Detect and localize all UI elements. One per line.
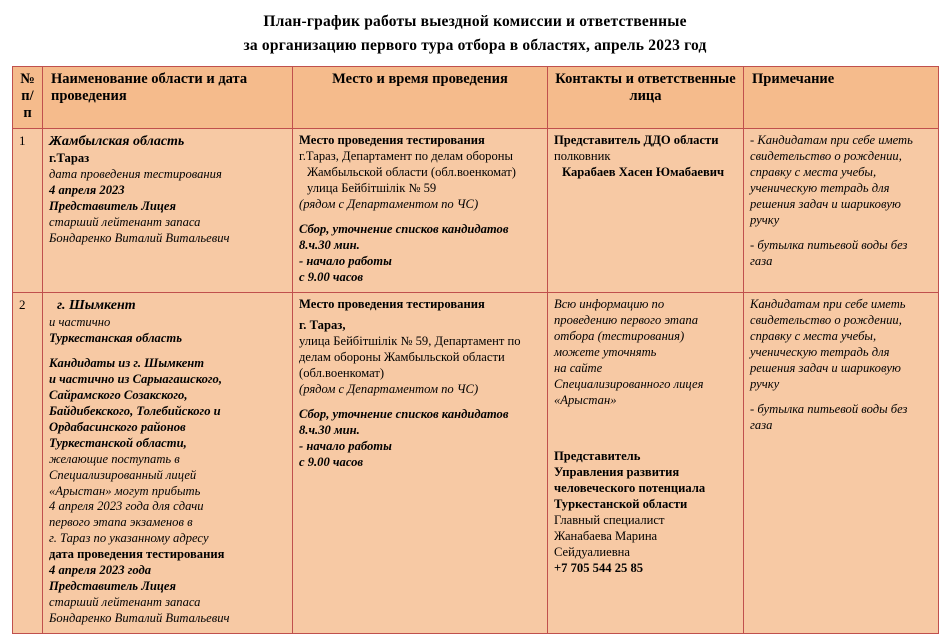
row-2-region-line-10: желающие поступать в	[49, 451, 180, 466]
header-cell-name: Наименование области и дата проведения	[43, 67, 293, 129]
row-2-contacts-org-line-2: человеческого потенциала	[554, 480, 706, 495]
row-2-contacts-fio-line-2: Сейдуалиевна	[554, 544, 631, 559]
row-1-note-line-3: справку с места учебы,	[750, 165, 877, 179]
row-2-place-city: г. Тараз,	[299, 317, 346, 332]
table-row	[13, 292, 939, 633]
header-row	[13, 67, 939, 129]
row-2-contacts-org-line-3: Туркестанской области	[554, 496, 688, 511]
row-1-note-line-8: газа	[750, 253, 773, 268]
row-2-place-line-5: (обл.военкомат)	[299, 365, 385, 380]
row-2-place-start-time: с 9.00 часов	[299, 454, 364, 469]
row-2-contacts-rep-label: Представитель	[554, 448, 641, 463]
row-1-note-line-2: свидетельство о рождении,	[750, 149, 902, 164]
row-2-note-line-5: решения задач и шариковую	[750, 360, 901, 375]
row-2-contacts-line-2: проведению первого этапа	[554, 312, 698, 327]
row-2-note-line-3: справку с места учебы,	[750, 328, 877, 343]
row-2-contacts-line-3: отбора (тестирования)	[554, 328, 685, 343]
row-2-contacts-line-6: Специализированного лицея	[554, 376, 704, 391]
row-2-region-line-5: и частично из Сарыагашского,	[49, 371, 222, 386]
row-1-contacts-cell	[548, 129, 744, 293]
header-cell-contacts: Контакты и ответственные лица	[548, 67, 744, 129]
header-cell-number	[13, 67, 43, 129]
row-1-contacts-rank: полковник	[554, 149, 611, 164]
row-2-place-title: Место проведения тестирования	[299, 296, 485, 311]
row-1-place-gather-time: 8.ч.30 мин.	[299, 237, 360, 252]
row-1-region-testdate-label: дата проведения тестирования	[49, 166, 222, 181]
row-1-number: 1	[13, 129, 43, 293]
header-number-line-1: №	[20, 71, 35, 88]
row-1-note-line-7: - бутылка питьевой воды без	[750, 237, 908, 252]
header-cell-note: Примечание	[744, 67, 939, 129]
header-cell-place: Место и время проведения	[293, 67, 548, 129]
row-2-region-city: г. Шымкент	[57, 297, 136, 313]
row-1-note-cell	[744, 129, 939, 293]
row-2-place-start-label: - начало работы	[299, 438, 392, 453]
row-2-region-testdate: 4 апреля 2023 года	[49, 563, 152, 578]
row-1-place-line-2: г.Тараз, Департамент по делам обороны	[299, 149, 513, 164]
row-2-region-line-15: г. Тараз по указанному адресу	[49, 531, 209, 546]
row-2-note-gap	[750, 393, 932, 402]
row-2-note-line-7: - бутылка питьевой воды без	[750, 401, 908, 416]
row-2-note-line-8: газа	[750, 417, 773, 432]
row-1-note-line-1: - Кандидатам при себе иметь	[750, 133, 913, 148]
row-2-place-gap-2	[299, 398, 541, 407]
row-1-place-line-4: улица Бейбітшілік № 59	[307, 180, 437, 195]
row-2-place-gather: Сбор, уточнение списков кандидатов	[299, 406, 509, 421]
row-1-region-city: г.Тараз	[49, 150, 90, 165]
row-2-region-line-14: первого этапа экзаменов в	[49, 515, 193, 530]
row-2-contacts-cell	[548, 292, 744, 633]
row-2-region-line-2: и частично	[49, 314, 111, 329]
row-2-contacts-org-line-1: Управления развития	[554, 464, 680, 479]
row-1-region-cell	[43, 129, 293, 293]
row-2-region-testdate-label: дата проведения тестирования	[49, 547, 225, 562]
row-1-place-cell	[293, 129, 548, 293]
row-2-region-line-13: 4 апреля 2023 года для сдачи	[49, 499, 204, 514]
page-title-line-2: за организацию первого тура отбора в областях, апрель 2023 год	[243, 37, 707, 55]
row-1-place-title: Место проведения тестирования	[299, 133, 485, 148]
row-2-contacts-position: Главный специалист	[554, 512, 665, 527]
row-2-note-line-6: ручку	[750, 376, 780, 391]
row-2-contacts-fio-line-1: Жанабаева Марина	[554, 528, 658, 543]
row-2-region-line-7: Байдибекского, Толебийского и	[49, 403, 221, 418]
row-1-place-line-5: (рядом с Департаментом по ЧС)	[299, 196, 479, 211]
row-2-region-cell	[43, 292, 293, 633]
row-1-place-gap	[299, 213, 541, 222]
row-2-note-line-4: ученическую тетрадь для	[750, 344, 890, 359]
row-1-note-line-5: решения задач и шариковую	[750, 196, 901, 211]
row-1-note-line-4: ученическую тетрадь для	[750, 180, 890, 195]
row-2-note-line-2: свидетельство о рождении,	[750, 312, 902, 327]
row-2-region-line-6: Сайрамского Созакского,	[49, 387, 188, 402]
row-2-region-line-4: Кандидаты из г. Шымкент	[49, 355, 205, 370]
row-2-region-rep-fio: Бондаренко Виталий Витальевич	[49, 611, 230, 626]
row-2-region-rep-rank: старший лейтенант запаса	[49, 595, 201, 610]
row-1-place-gather: Сбор, уточнение списков кандидатов	[299, 221, 509, 236]
table-header	[13, 67, 939, 129]
row-1-contacts-org: Представитель ДДО области	[554, 133, 719, 148]
row-2-place-cell	[293, 292, 548, 633]
row-1-region-testdate: 4 апреля 2023	[49, 182, 125, 197]
row-2-region-line-8: Ордабасинского районов	[49, 419, 186, 434]
row-2-place-gather-time: 8.ч.30 мин.	[299, 422, 360, 437]
page-title	[30, 10, 920, 58]
table-body	[13, 129, 939, 634]
header-number-line-2: п/п	[21, 88, 34, 122]
row-2-contacts-line-1: Всю информацию по	[554, 296, 665, 311]
row-1-region-rep-rank: старший лейтенант запаса	[49, 214, 201, 229]
row-2-contacts-phone: +7 705 544 25 85	[554, 560, 644, 575]
row-2-number: 2	[13, 292, 43, 633]
row-2-contacts-line-5: на сайте	[554, 360, 603, 375]
row-1-note-line-6: ручку	[750, 212, 780, 227]
row-2-place-line-6: (рядом с Департаментом по ЧС)	[299, 381, 479, 396]
row-1-place-start-label: - начало работы	[299, 253, 392, 268]
page-title-line-1: План-график работы выездной комиссии и ответственные	[263, 13, 687, 30]
row-2-note-line-1: Кандидатам при себе иметь	[750, 296, 906, 311]
row-1-contacts-fio: Карабаев Хасен Юмабаевич	[562, 165, 725, 179]
row-1-place-line-3: Жамбыльской области (обл.военкомат)	[307, 165, 516, 179]
row-2-region-line-11: Специализированный лицей	[49, 467, 197, 482]
row-1-region-rep-title: Представитель Лицея	[49, 198, 176, 213]
row-2-region-name: Туркестанская область	[49, 330, 182, 345]
row-2-region-line-12: «Арыстан» могут прибыть	[49, 483, 201, 498]
row-2-contacts-line-4: можете уточнять	[554, 344, 657, 359]
row-2-contacts-gap	[554, 409, 737, 449]
row-2-region-rep-title: Представитель Лицея	[49, 579, 176, 594]
row-2-place-line-3: улица Бейбітшілік № 59, Департамент по	[299, 333, 521, 348]
row-2-place-line-4: делам обороны Жамбыльской области	[299, 349, 505, 364]
row-2-note-cell	[744, 292, 939, 633]
row-2-contacts-line-7: «Арыстан»	[554, 392, 617, 407]
schedule-table	[12, 66, 939, 634]
table-row	[13, 129, 939, 293]
row-2-region-gap-1	[49, 347, 286, 356]
row-1-region-name: Жамбылская область	[49, 134, 185, 150]
row-1-note-gap	[750, 229, 932, 238]
row-2-region-line-9: Туркестанской области,	[49, 435, 187, 450]
row-1-place-start-time: с 9.00 часов	[299, 269, 364, 284]
row-1-region-rep-fio: Бондаренко Виталий Витальевич	[49, 230, 230, 245]
